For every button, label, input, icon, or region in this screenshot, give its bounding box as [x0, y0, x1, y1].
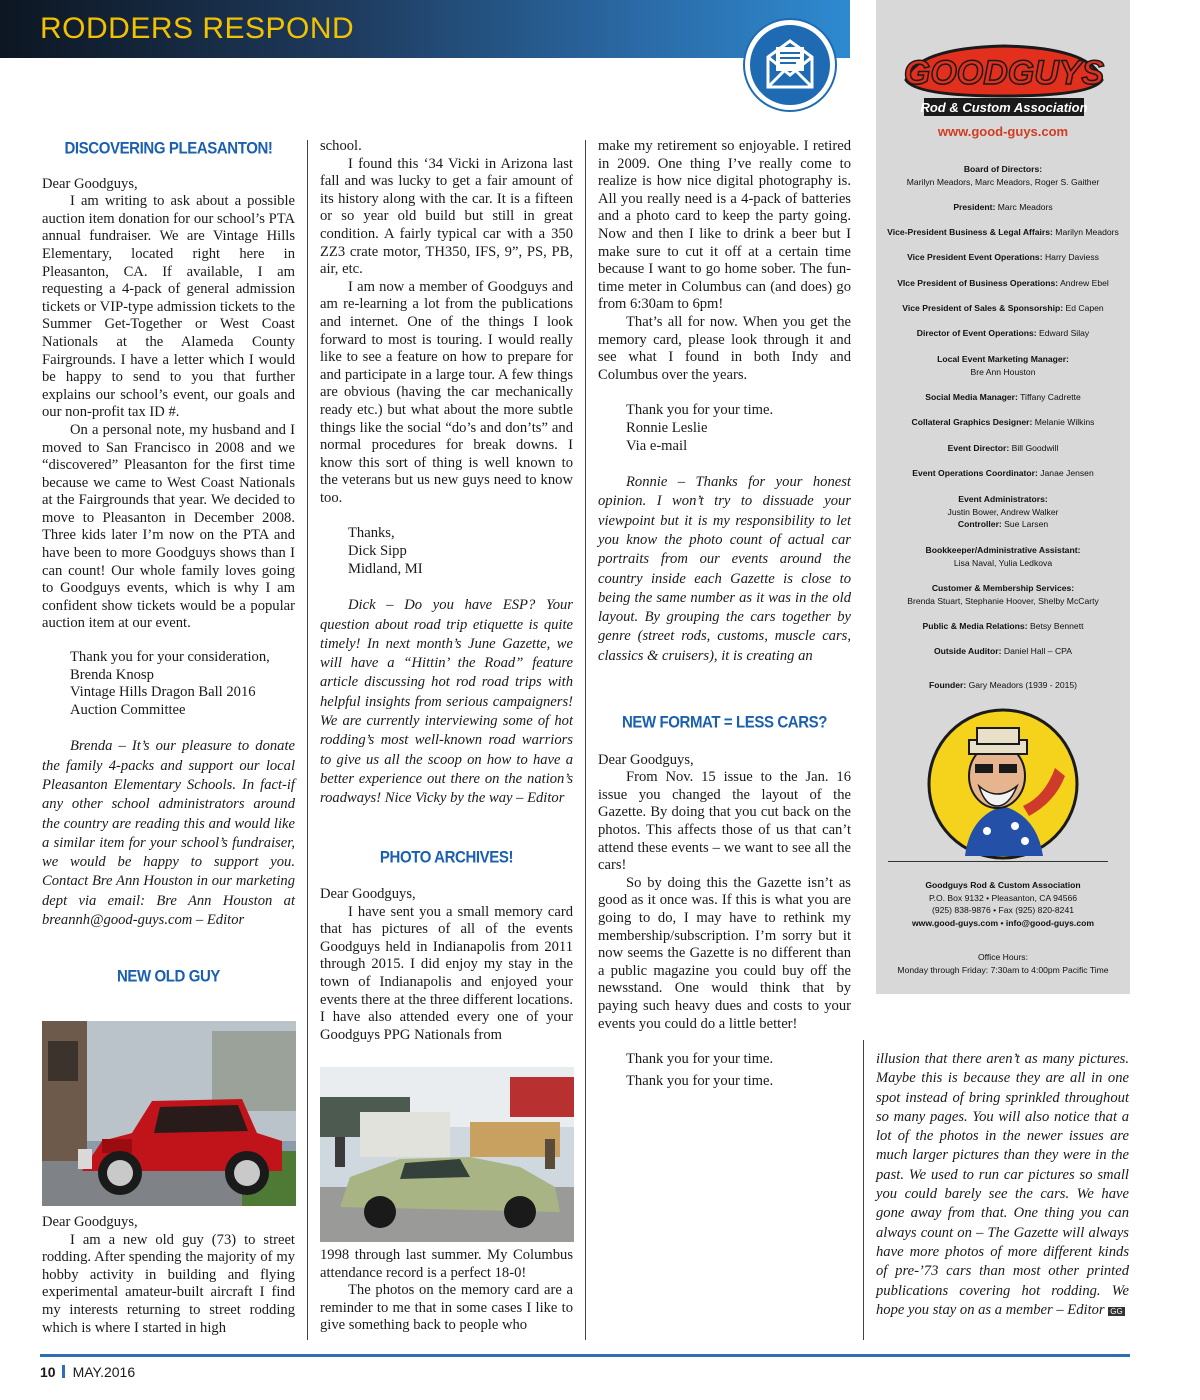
envelope-icon: [745, 20, 835, 110]
staff-role: Director of Event Operations: Edward Silay: [916, 328, 1090, 338]
letter-paragraph: The photos on the memory card are a reminder to me that in some cases I like to give something back to people who: [320, 1282, 573, 1334]
office-hours: Office Hours: Monday through Friday: 7:30am to 4:00pm Pacific Time: [897, 952, 1109, 975]
letter-paragraph: make my retirement so enjoyable. I retired in 2009. One thing I’ve really come to realize is how nice digital photography is. All you really need is a 4-pack of batteries and a photo card to keep the party going. Now and then I like to drink a beer but I make sure to cut it off at a certain time because I want to go home sober. The fun-time meter in Columbus can (and does) go from 6:30am to 6pm!: [598, 138, 851, 313]
column-divider: [863, 1040, 864, 1340]
letter-salutation: Dear Goodguys,: [42, 1214, 138, 1230]
heading-new-format: NEW FORMAT = LESS CARS?: [621, 713, 828, 733]
editor-reply: Brenda – It’s our pleasure to donate the family 4-packs and support our local Pleasanton Elementary Schools. In fact-if any other school administrators around the country are reading this and would like a similar item for your school’s fundraiser, we would be happy to support you. Contact Bre Ann Houston in our marketing dept via email: Bre Ann Houston at breannh@good-guys.com – Editor: [42, 738, 295, 929]
staff-role: Social Media Manager: Tiffany Cadrette: [925, 392, 1081, 402]
section-title: RODDERS RESPOND: [40, 12, 355, 45]
staff-role: Collateral Graphics Designer: Melanie Wilkins: [911, 417, 1095, 427]
letter-paragraph: school.: [320, 138, 362, 154]
staff-role: Vice-President Business & Legal Affairs: Marilyn Meadors: [887, 227, 1119, 237]
staff-role: President: Marc Meadors: [953, 202, 1053, 212]
staff-role: Outside Auditor: Daniel Hall – CPA: [933, 646, 1073, 656]
letter-paragraph: I am a new old guy (73) to street rodding. After spending the majority of my hobby activity in building and flying experimental amateur-built aircraft I find my interests returning to street rodding which is where I started in high: [42, 1231, 295, 1336]
logo-subtitle: Rod & Custom Association: [920, 100, 1088, 115]
letter-paragraph: I found this ‘34 Vicki in Arizona last fall and was lucky to get a fair amount of its history along with the car. It is a fifteen or so year old build but still in great condition. A fairly typical car with a 350 ZZ3 crate motor, TH350, IFS, 9”, PS, PB, air, etc.: [320, 155, 573, 278]
letter-paragraph: I have sent you a small memory card that has pictures of all of the events Goodguys held in Indianapolis from 2011 through 2015. I did enjoy my stay in the town of Indianapolis and enjoyed your events there at the three different locations. I have also attended every one of your Goodguys PPG Nationals from: [320, 903, 573, 1043]
staff-role: Customer & Membership Services: Brenda Stuart, Stephanie Hoover, Shelby McCarty: [907, 583, 1099, 606]
letter-signature: Thank you for your consideration, Brenda Knosp Vintage Hills Dragon Ball 2016 Auction Committee: [70, 649, 270, 718]
letter-signature-ronnie: Thank you for your time.: [626, 1073, 774, 1089]
footer-rule: [40, 1354, 1130, 1357]
letter-signature: Thanks, Dick Sipp Midland, MI: [348, 525, 423, 577]
photo-red-vicki: [42, 1021, 296, 1206]
letter-salutation: Dear Goodguys,: [42, 175, 138, 192]
letter-signature: Thank you for your time.: [626, 1051, 774, 1068]
header-banner: [0, 0, 850, 58]
staff-role: Vice President of Sales & Sponsorship: Ed Capen: [902, 303, 1104, 313]
editor-reply-continued: illusion that there aren’t as many pictures. Maybe this is because they are all in one spot instead of bring sprinkled throughout so many pages. You will also notice that a lot of the photos in the newer issues are much larger pictures than they were in the past. We used to run car pictures so small you could barely see the cars. We have gone away from that. One thing you can always count on – The Gazette will always have more photos of more different kinds of pre-’73 cars than most other printed publications covering hot rodding. We hope you stay on as a member – Editor GG: [876, 1051, 1129, 1318]
founder-portrait: [925, 706, 1081, 862]
staff-role: Event Operations Coordinator: Janae Jensen: [912, 468, 1094, 478]
footer-separator: [62, 1365, 65, 1378]
board-of-directors: Board of Directors: Marilyn Meadors, Marc Meadors, Roger S. Gaither: [906, 164, 1100, 187]
goodguys-logo: [896, 40, 1112, 122]
staff-sidebar: [876, 0, 1130, 994]
website-link[interactable]: www.good-guys.com: [937, 124, 1069, 139]
heading-new-old-guy: NEW OLD GUY: [116, 967, 221, 987]
photo-green-car-show: [320, 1067, 574, 1242]
editor-reply: Dick – Do you have ESP? Your question about road trip etiquette is quite timely! In next month’s June Gazette, we will have a “Hittin’ the Road” feature article discussing hot rod road trips with helpful insights from serious campaigners! We are currently interviewing some of hot rodding’s most well-known road warriors to give us all the scoop on how to have a better experience out there on the nation’s roadways! Nice Vicky by the way – Editor: [320, 597, 573, 807]
staff-role: Bookkeeper/Administrative Assistant: Lisa Naval, Yulia Ledkova: [925, 545, 1081, 568]
column-divider: [585, 140, 586, 1340]
page-number: 10: [40, 1364, 56, 1380]
staff-role: VIce President of Business Operations: Andrew Ebel: [897, 278, 1109, 288]
staff-role: Founder: Gary Meadors (1939 - 2015): [928, 680, 1078, 690]
letter-paragraph: I am now a member of Goodguys and am re-learning a lot from the publications and internet. One of the things I look forward to most is touring. I would really like to see a feature on how to prepare for and participate in a large tour. A few things are obvious (having the car mechanically ready etc.) but what about the more subtle things like the social “do’s and don’ts” and normal procedures for break downs. I know this sort of thing is well known to the veterans but us new guys need to know too.: [320, 278, 573, 506]
logo-wordmark: GOODGUYS: [903, 54, 1105, 92]
letter-paragraph: I am writing to ask about a possible auction item donation for our school’s PTA annual fundraiser. We are Vintage Hills Elementary, located right here in Pleasanton, CA. If available, I am requesting a 4-pack of general admission tickets or VIP-type admission tickets to the Summer Get-Together or West Coast Nationals at the Alameda County Fairgrounds. I have a letter which I would be happy to send to you that further explains our school’s event, our goals and our non-profit tax ID #.: [42, 193, 295, 421]
heading-photo-archives: PHOTO ARCHIVES!: [379, 847, 514, 867]
staff-role: Event Administrators: Justin Bower, Andrew Walker Controller: Sue Larsen: [947, 494, 1059, 529]
staff-role: Local Event Marketing Manager: Bre Ann Houston: [937, 354, 1069, 377]
letter-salutation: Dear Goodguys,: [320, 886, 416, 903]
column-2-lower: [320, 1247, 573, 1335]
column-4: [876, 1050, 1129, 1321]
page-footer: [40, 1364, 135, 1380]
issue-date: MAY.2016: [72, 1364, 136, 1380]
staff-role: Vice President Event Operations: Harry Daviess: [907, 252, 1099, 262]
letter-paragraph: So by doing this the Gazette isn’t as good as it once was. If this is what you are going to do, I may have to rethink my membership/subscription. I’m sorry but it now seems the Gazette is no different than a public magazine you could buy off the newsstand. One would think that by paying such heavy dues and costs to your events you could do a little better!: [598, 874, 851, 1032]
editor-reply: Ronnie – Thanks for your honest opinion. I won’t try to dissuade your viewpoint but it is my responsibility to let you know the photo count of actual car portraits from our events around the country inside each Gazette is close to being the same number as it was in the old layout. By grouping the cars together by genre (street rods, customs, muscle cars, classics & cruisers), it is creating an: [598, 474, 851, 664]
contact-block: Goodguys Rod & Custom Association P.O. Box 9132 • Pleasanton, CA 94566 (925) 838-9876 • Fax (925) 820-8241 www.good-guys.com • info@good-guys.com: [912, 880, 1094, 928]
column-1: [42, 140, 295, 986]
letter-salutation: Dear Goodguys,: [598, 751, 694, 768]
staff-role: Public & Media Relations: Betsy Bennett: [922, 621, 1084, 631]
column-1-lower: [42, 1214, 295, 1337]
column-3: [598, 138, 851, 1069]
gg-end-badge: GG: [1110, 1306, 1123, 1316]
letter-paragraph: From Nov. 15 issue to the Jan. 16 issue you changed the layout of the Gazette. By doing that you cut back on the photos. This affects those of us that can’t attend these events – we want to see all the cars!: [598, 769, 851, 874]
column-3-lower: [598, 1073, 851, 1091]
column-2: [320, 138, 573, 1044]
letter-paragraph: That’s all for now. When you get the memory card, please look through it and see what I found in both Indy and Columbus over the years.: [598, 313, 851, 383]
sidebar-divider: [888, 861, 1108, 862]
letter-paragraph: 1998 through last summer. My Columbus attendance record is a perfect 18-0!: [320, 1247, 573, 1281]
letter-paragraph: On a personal note, my husband and I moved to San Francisco in 2008 and we “discovered” Pleasanton for the first time because we came to West Coast Nationals at the Fairgrounds that year. We decided to move to Pleasanton in December 2008. Three kids later I’m now on the PTA and have been to more Goodguys shows than I can count! Our whole family loves going to Goodguys events, which is why I am confident show tickets would be a popular auction item at our event.: [42, 421, 295, 632]
letter-signature: Thank you for your time. Ronnie Leslie Via e-mail: [626, 402, 774, 454]
column-divider: [307, 140, 308, 1340]
staff-role: Event Director: Bill Goodwill: [947, 443, 1059, 453]
heading-discovering-pleasanton: DISCOVERING PLEASANTON!: [64, 138, 273, 158]
